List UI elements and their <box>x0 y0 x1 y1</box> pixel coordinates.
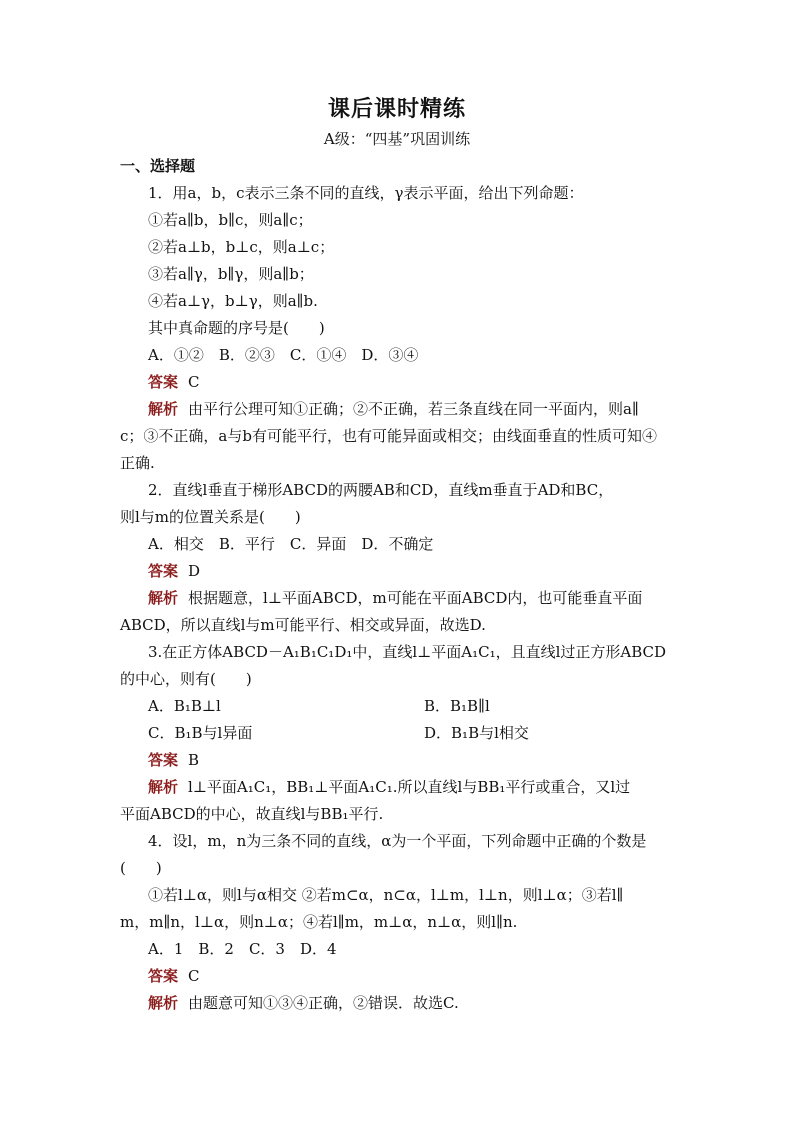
q4-answer-value: C <box>188 967 200 985</box>
q1-proposition-2: ②若a⊥b，b⊥c，则a⊥c； <box>148 238 335 256</box>
q3-answer <box>148 750 199 770</box>
analysis-label: 解析 <box>148 994 179 1012</box>
q2-stem-line-1: 2．直线l垂直于梯形ABCD的两腰AB和CD，直线m垂直于AD和BC， <box>148 481 614 499</box>
analysis-label: 解析 <box>148 589 179 607</box>
answer-label: 答案 <box>148 751 179 769</box>
q1-options: A．①② B．②③ C．①④ D．③④ <box>148 346 419 364</box>
q4-analysis-text-1: 由题意可知①③④正确，②错误．故选C. <box>188 994 459 1012</box>
q2-analysis-text-1: 根据题意，l⊥平面ABCD，m可能在平面ABCD内，也可能垂直平面 <box>188 589 643 607</box>
answer-label: 答案 <box>148 562 179 580</box>
q3-analysis-line-2: 平面ABCD的中心，故直线l与BB₁平行. <box>120 805 384 823</box>
q3-option-c: C．B₁B与l异面 <box>148 724 253 742</box>
answer-label: 答案 <box>148 967 179 985</box>
q4-stem-line-2: ( ) <box>120 859 162 877</box>
answer-label: 答案 <box>148 373 179 391</box>
q4-analysis-line-1 <box>148 993 459 1013</box>
q3-analysis-line-1 <box>148 777 630 797</box>
q3-option-b: B．B₁B∥l <box>424 697 490 715</box>
q3-option-d: D．B₁B与l相交 <box>424 724 529 742</box>
q3-stem-line-2: 的中心，则有( ) <box>120 670 252 688</box>
q1-proposition-4: ④若a⊥γ，b⊥γ，则a∥b. <box>148 292 318 310</box>
q4-stem-line-3: ①若l⊥α，则l与α相交 ②若m⊂α，n⊂α，l⊥m，l⊥n，则l⊥α；③若l∥ <box>148 886 624 904</box>
q2-stem-line-2: 则l与m的位置关系是( ) <box>120 508 301 526</box>
section-heading: 一、选择题 <box>120 157 196 175</box>
q3-answer-value: B <box>188 751 200 769</box>
q2-answer <box>148 561 200 581</box>
page-subtitle: A级：“四基”巩固训练 <box>323 130 471 148</box>
q1-proposition-1: ①若a∥b，b∥c，则a∥c； <box>148 211 313 229</box>
q4-options: A．1 B．2 C．3 D．4 <box>148 940 337 958</box>
q4-stem-line-1: 4．设l，m，n为三条不同的直线，α为一个平面，下列命题中正确的个数是 <box>148 832 647 850</box>
q4-answer <box>148 966 200 986</box>
q1-analysis-line-1 <box>148 399 639 419</box>
q1-analysis-line-3: 正确. <box>120 454 155 472</box>
analysis-label: 解析 <box>148 400 179 418</box>
q2-answer-value: D <box>188 562 201 580</box>
q1-analysis-line-2: c；③不正确，a与b有可能平行，也有可能异面或相交；由线面垂直的性质可知④ <box>120 427 657 445</box>
q2-options: A．相交 B．平行 C．异面 D．不确定 <box>148 535 434 553</box>
q4-stem-line-4: m，m∥n，l⊥α，则n⊥α；④若l∥m，m⊥α，n⊥α，则l∥n. <box>120 913 518 931</box>
analysis-label: 解析 <box>148 778 179 796</box>
q1-answer-value: C <box>188 373 200 391</box>
page-title: 课后课时精练 <box>327 96 466 122</box>
q1-answer <box>148 372 200 392</box>
q3-stem-line-1: 3.在正方体ABCD－A₁B₁C₁D₁中，直线l⊥平面A₁C₁，且直线l过正方形ABCD <box>148 643 667 661</box>
q1-proposition-3: ③若a∥γ，b∥γ，则a∥b； <box>148 265 314 283</box>
q1-question: 其中真命题的序号是( ) <box>148 319 325 337</box>
q3-analysis-text-1: l⊥平面A₁C₁，BB₁⊥平面A₁C₁.所以直线l与BB₁平行或重合，又l过 <box>188 778 631 796</box>
q1-analysis-text-1: 由平行公理可知①正确；②不正确，若三条直线在同一平面内，则a∥ <box>188 400 639 418</box>
q3-option-a: A．B₁B⊥l <box>148 697 221 715</box>
q2-analysis-line-1 <box>148 588 642 608</box>
q2-analysis-line-2: ABCD，所以直线l与m可能平行、相交或异面，故选D. <box>120 616 486 634</box>
q1-stem: 1．用a，b，c表示三条不同的直线，γ表示平面，给出下列命题： <box>148 184 584 202</box>
